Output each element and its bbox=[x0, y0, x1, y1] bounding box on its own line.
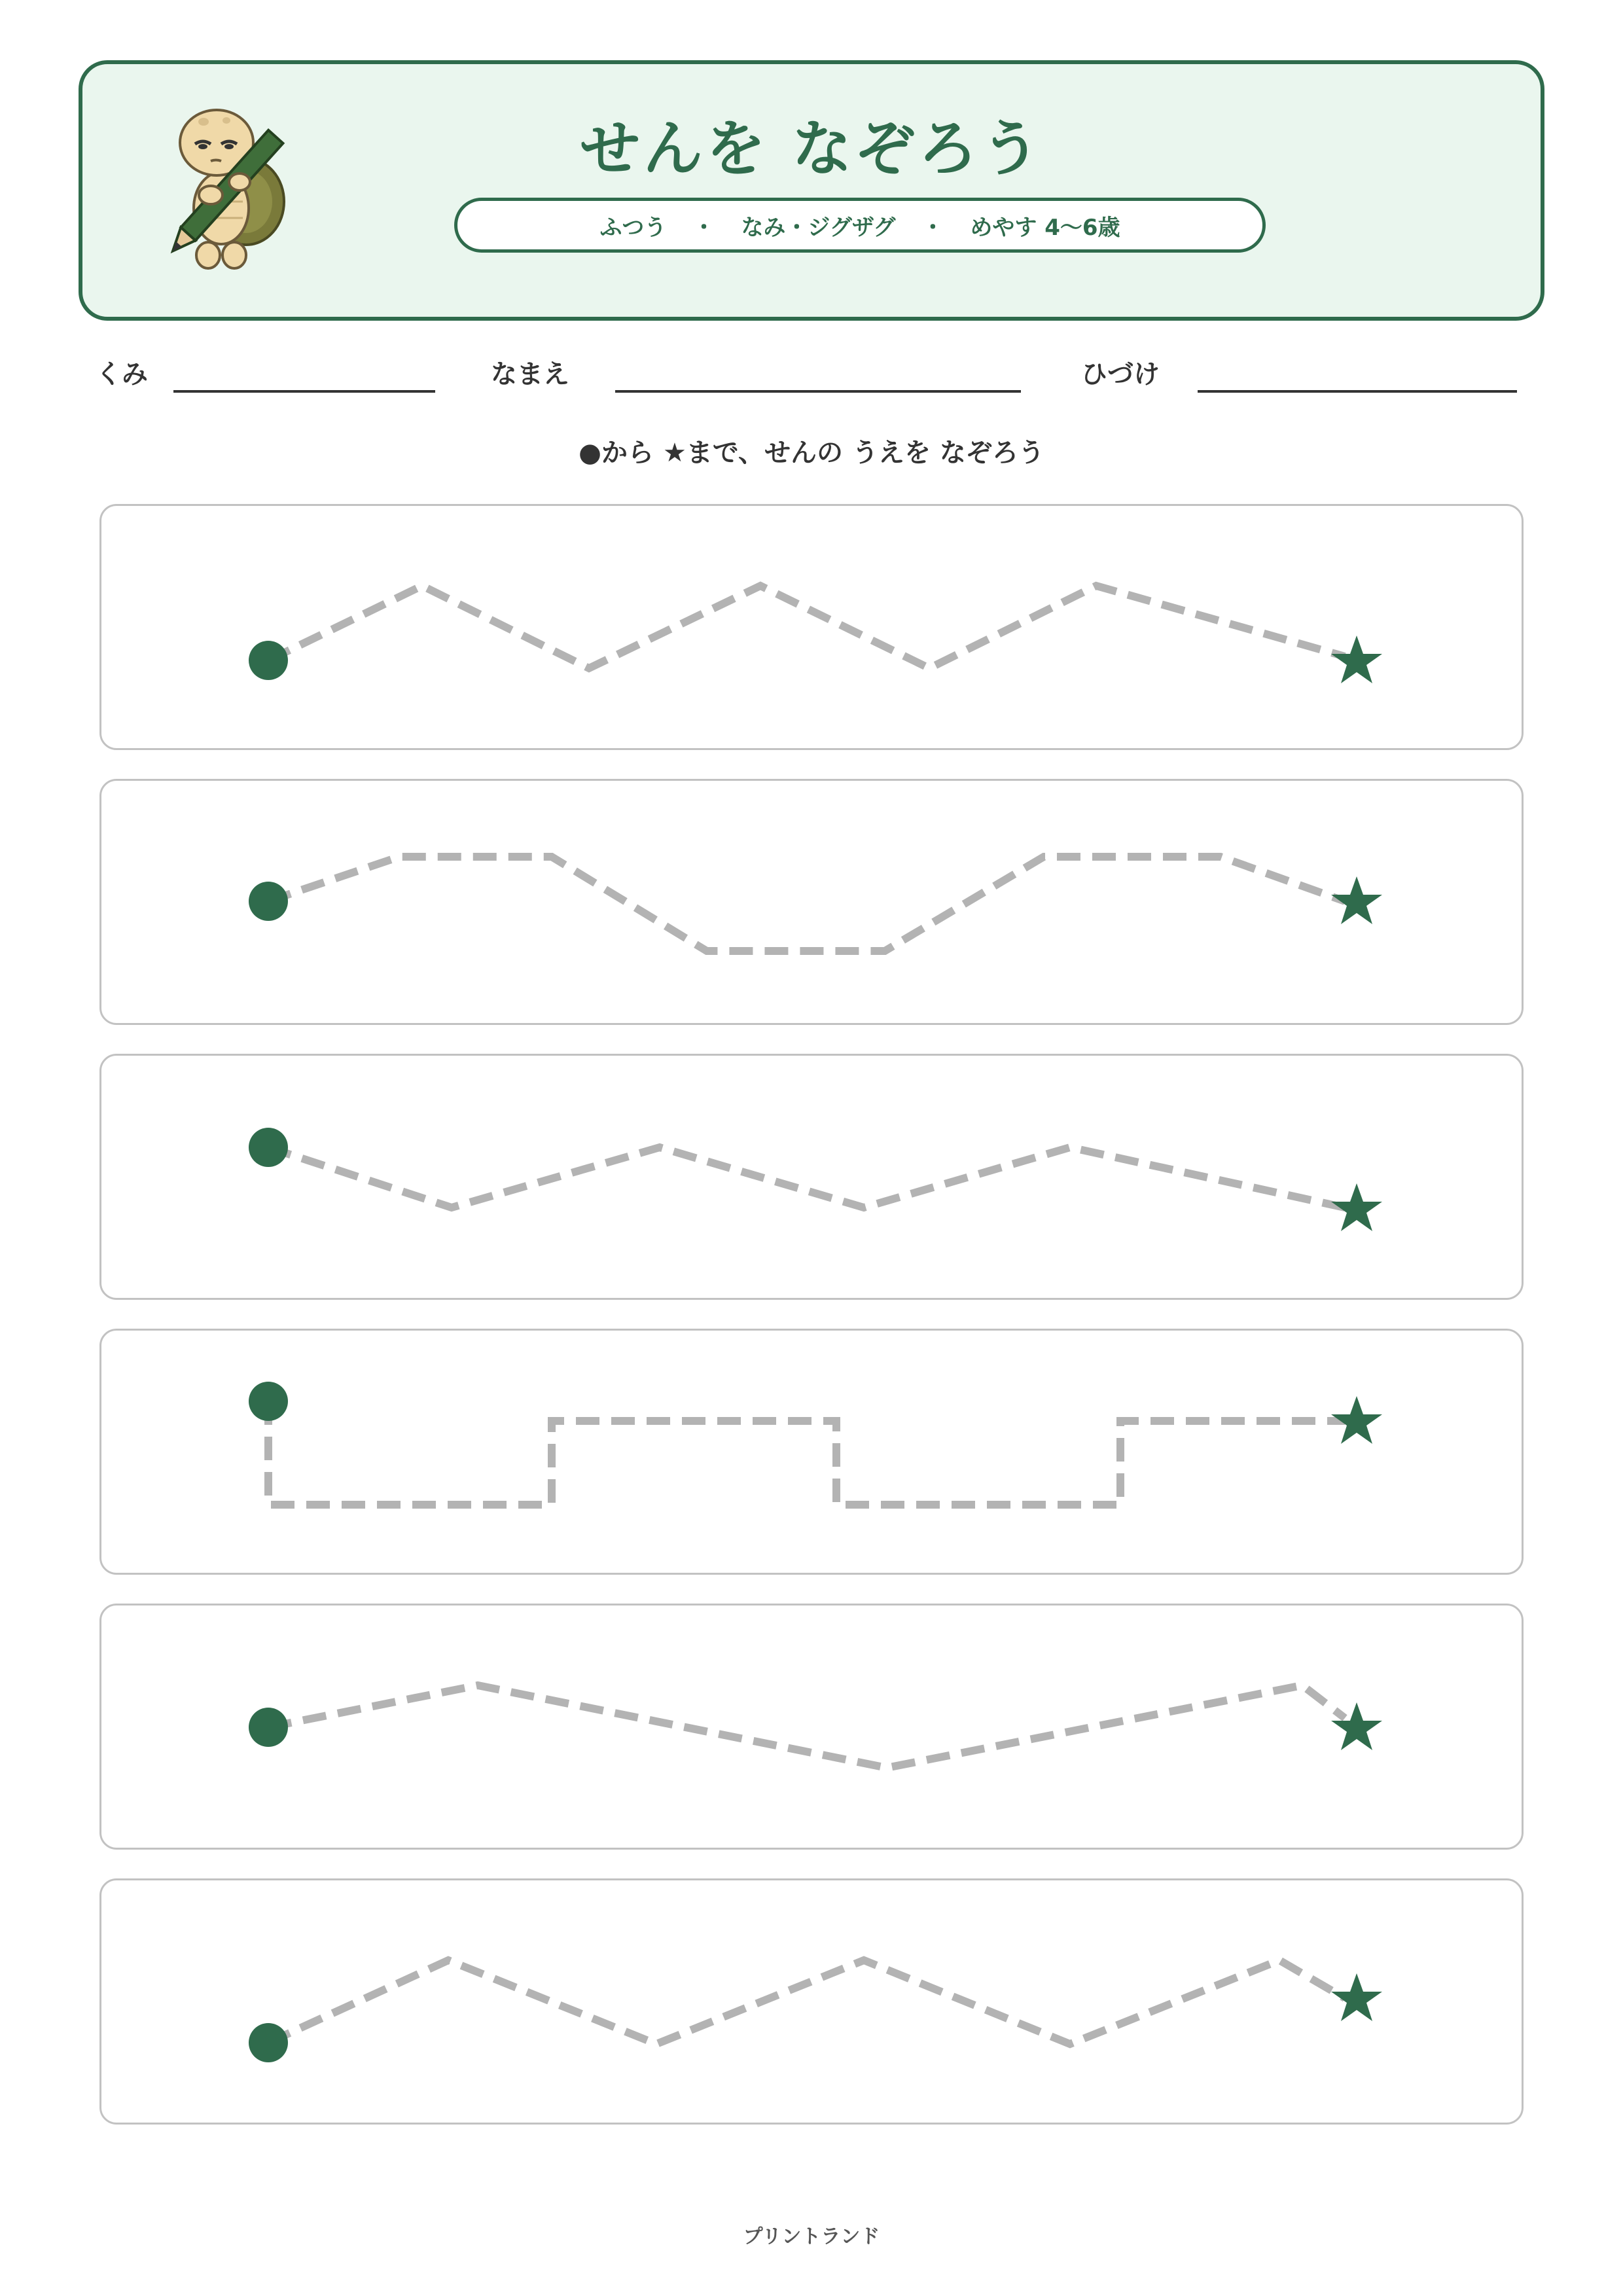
trace-panel-5 bbox=[99, 1604, 1524, 1850]
trace-panel-6 bbox=[99, 1878, 1524, 2125]
trace-panel-4 bbox=[99, 1329, 1524, 1575]
start-dot-icon bbox=[249, 1708, 288, 1747]
age-label: めやす 4〜6歳 bbox=[970, 214, 1120, 241]
header-banner bbox=[79, 60, 1544, 321]
instruction-text: ●から ★まで、せんの うえを なぞろう bbox=[579, 438, 1044, 468]
trace-path[interactable] bbox=[268, 586, 1345, 668]
name-label: なまえ bbox=[491, 359, 569, 389]
date-label: ひづけ bbox=[1081, 359, 1160, 389]
start-dot-icon bbox=[249, 1382, 288, 1421]
level-label: ふつう bbox=[599, 214, 667, 241]
difficulty-pill bbox=[454, 198, 1266, 253]
trace-panel-3 bbox=[99, 1054, 1524, 1300]
trace-path[interactable] bbox=[268, 857, 1345, 951]
footer-brand: プリントランド bbox=[743, 2225, 880, 2248]
goal-star-icon bbox=[1331, 636, 1382, 683]
start-dot-icon bbox=[249, 641, 288, 680]
trace-panel-2 bbox=[99, 779, 1524, 1025]
class-label: くみ bbox=[96, 359, 148, 389]
trace-path[interactable] bbox=[268, 1401, 1345, 1505]
start-dot-icon bbox=[249, 882, 288, 921]
start-dot-icon bbox=[249, 2023, 288, 2062]
trace-path[interactable] bbox=[268, 1960, 1345, 2044]
trace-panel-1 bbox=[99, 504, 1524, 750]
theme-label: なみ・ジグザグ bbox=[741, 214, 896, 241]
trace-path[interactable] bbox=[268, 1147, 1345, 1208]
page-title: せんを なぞろう bbox=[579, 114, 1044, 184]
separator-dot: ・ bbox=[692, 214, 715, 241]
goal-star-icon bbox=[1331, 1973, 1382, 2021]
date-field[interactable] bbox=[1198, 390, 1517, 393]
name-field[interactable] bbox=[615, 390, 1021, 393]
start-dot-icon bbox=[249, 1128, 288, 1167]
class-field[interactable] bbox=[173, 390, 435, 393]
separator-dot: ・ bbox=[921, 214, 944, 241]
trace-path[interactable] bbox=[268, 1685, 1345, 1768]
